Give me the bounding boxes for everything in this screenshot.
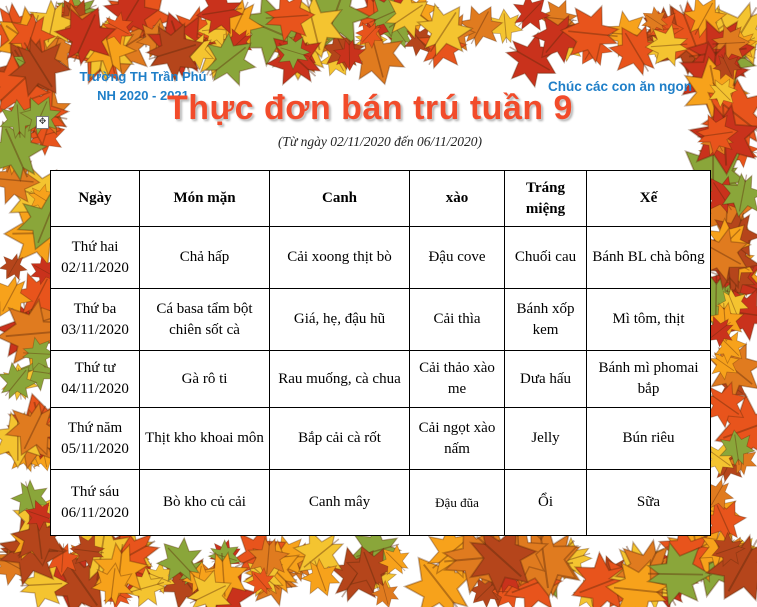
main-dish-cell: Bò kho củ cải [140,470,270,536]
snack-cell: Bánh mì phomai bắp [587,351,711,408]
soup-cell: Canh mây [270,470,410,536]
school-year: NH 2020 - 2021 [97,88,189,103]
snack-cell: Bánh BL chà bông [587,227,711,289]
table-row [51,227,711,289]
day-cell [51,289,140,351]
stir-fry-cell: Đậu cove [410,227,505,289]
stir-fry-cell: Đậu đũa [410,470,505,536]
day-date: 04/11/2020 [61,381,129,397]
snack-cell: Sữa [587,470,711,536]
date-range: (Từ ngày 02/11/2020 đến 06/11/2020) [277,134,483,149]
stir-fry-cell: Cải thảo xào me [410,351,505,408]
menu-table [50,170,711,536]
dessert-cell: Jelly [505,408,587,470]
table-move-handle-icon[interactable]: ✥ [36,116,49,129]
stir-fry-cell: Cải thìa [410,289,505,351]
table-row [51,408,711,470]
school-name: Trường TH Trần Phú [79,69,207,84]
column-header-day: Ngày [51,171,140,227]
column-header-snack: Xế [587,171,711,227]
soup-cell: Giá, hẹ, đậu hũ [270,289,410,351]
column-header-stir-fry: xào [410,171,505,227]
day-cell [51,227,140,289]
day-date: 05/11/2020 [61,440,129,457]
day-name: Thứ tư [74,360,116,376]
snack-cell: Mì tôm, thịt [587,289,711,351]
soup-cell: Cải xoong thịt bò [270,227,410,289]
day-cell [51,470,140,536]
snack-cell: Bún riêu [587,408,711,470]
day-cell [51,408,140,470]
main-dish-cell: Thịt kho khoai môn [140,408,270,470]
page-title: Thực đơn bán trú tuần 9 [167,89,573,127]
day-cell [51,351,140,408]
soup-cell: Rau muống, cà chua [270,351,410,408]
day-date: 03/11/2020 [61,321,129,338]
main-dish-cell: Gà rô ti [140,351,270,408]
dessert-cell: Chuối cau [505,227,587,289]
column-header-soup: Canh [270,171,410,227]
main-dish-cell: Chả hấp [140,227,270,289]
greeting-text: Chúc các con ăn ngon [547,79,693,94]
table-row [51,351,711,408]
dessert-cell: Ổi [505,470,587,536]
table-row [51,470,711,536]
day-name: Thứ sáu [70,483,120,500]
table-row [51,289,711,351]
soup-cell: Bắp cải cà rốt [270,408,410,470]
column-header-main-dish: Món mặn [140,171,270,227]
day-date: 06/11/2020 [61,504,129,521]
day-date: 02/11/2020 [61,259,129,276]
day-name: Thứ hai [71,238,119,255]
table-header-row [51,171,711,227]
dessert-cell: Dưa hấu [505,351,587,408]
main-dish-cell: Cá basa tẩm bột chiên sốt cà [140,289,270,351]
day-name: Thứ năm [67,419,123,436]
stir-fry-cell: Cải ngọt xào nấm [410,408,505,470]
column-header-dessert: Tráng miệng [505,171,587,227]
dessert-cell: Bánh xốp kem [505,289,587,351]
day-name: Thứ ba [73,300,117,317]
